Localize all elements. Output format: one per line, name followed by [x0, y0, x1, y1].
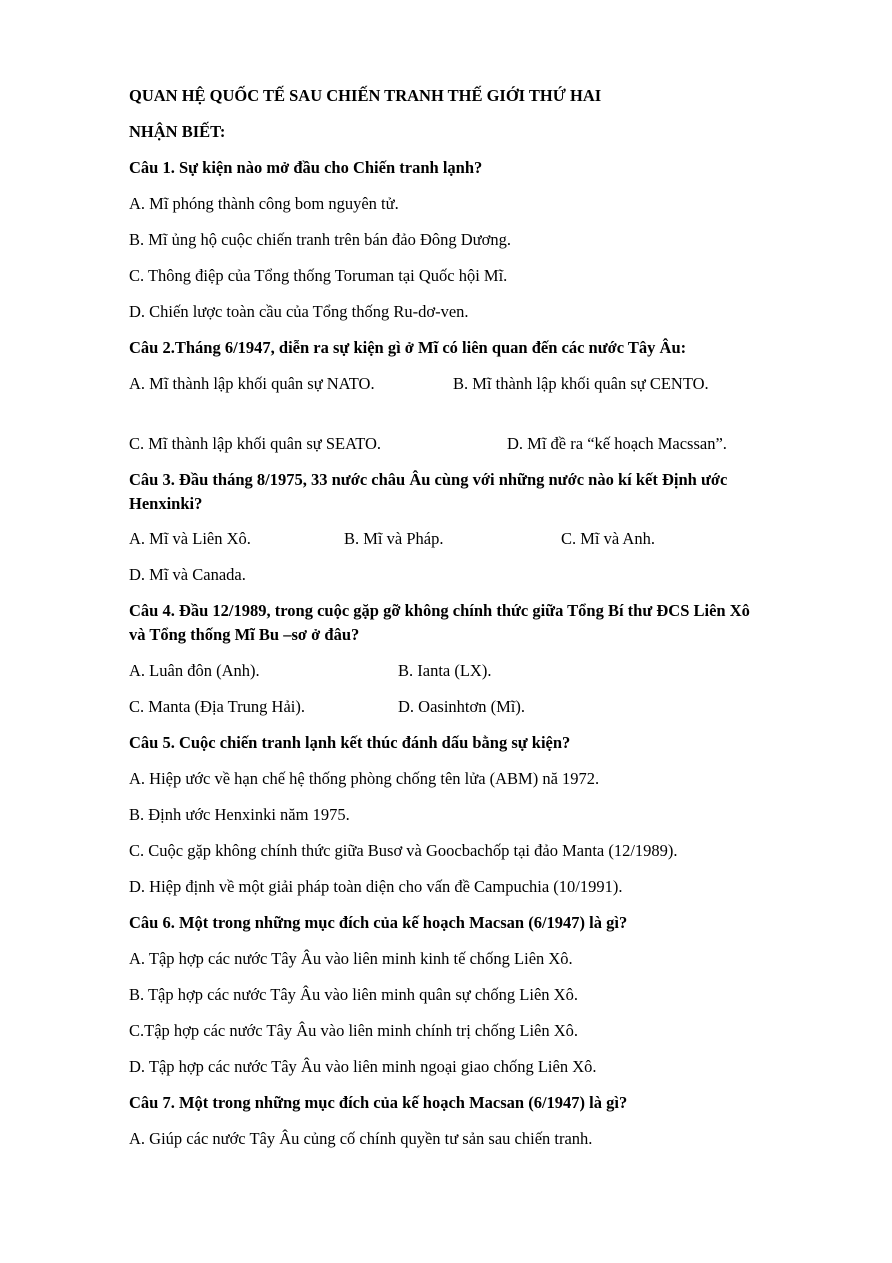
q4-option-a: A. Luân đôn (Anh). — [129, 661, 260, 680]
q5-option-d: D. Hiệp định về một giải pháp toàn diện cho vấn đề Campuchia (10/1991). — [129, 877, 623, 896]
document-title: QUAN HỆ QUỐC TẾ SAU CHIẾN TRANH THẾ GIỚI THỨ HAI — [129, 86, 602, 105]
q2-option-b: B. Mĩ thành lập khối quân sự CENTO. — [453, 374, 709, 393]
q2-option-d: D. Mĩ đề ra “kế hoạch Macssan”. — [507, 434, 727, 453]
q6-option-c: C.Tập hợp các nước Tây Âu vào liên minh chính trị chống Liên Xô. — [129, 1021, 579, 1040]
q5-option-b: B. Định ước Henxinki năm 1975. — [129, 805, 350, 824]
q4-option-c: C. Manta (Địa Trung Hải). — [129, 697, 305, 716]
q1-option-b: B. Mĩ ủng hộ cuộc chiến tranh trên bán đảo Đông Dương. — [129, 230, 511, 249]
q1-option-a: A. Mĩ phóng thành công bom nguyên tử. — [129, 194, 399, 213]
q4-option-d: D. Oasinhtơn (Mĩ). — [398, 697, 525, 716]
q6-option-b: B. Tập hợp các nước Tây Âu vào liên minh quân sự chống Liên Xô. — [129, 985, 578, 1004]
q1-option-d: D. Chiến lược toàn cầu của Tổng thống Ru-dơ-ven. — [129, 302, 469, 321]
q5-option-a: A. Hiệp ước về hạn chế hệ thống phòng chống tên lửa (ABM) nă 1972. — [129, 769, 600, 788]
q1-option-c: C. Thông điệp của Tổng thống Toruman tại Quốc hội Mĩ. — [129, 266, 508, 285]
q2-option-a: A. Mĩ thành lập khối quân sự NATO. — [129, 374, 375, 393]
question-1: Câu 1. Sự kiện nào mở đầu cho Chiến tranh lạnh? — [129, 158, 483, 177]
q3-option-c: C. Mĩ và Anh. — [561, 529, 655, 548]
q6-option-a: A. Tập hợp các nước Tây Âu vào liên minh kinh tế chống Liên Xô. — [129, 949, 573, 968]
question-3-line-1: Câu 3. Đầu tháng 8/1975, 33 nước châu Âu cùng với những nước nào kí kết Định ước — [129, 470, 728, 489]
section-heading: NHẬN BIẾT: — [129, 122, 226, 141]
q3-option-b: B. Mĩ và Pháp. — [344, 529, 444, 548]
question-4-line-2: và Tổng thống Mĩ Bu –sơ ở đâu? — [129, 625, 360, 644]
q7-option-a: A. Giúp các nước Tây Âu củng cố chính quyền tư sản sau chiến tranh. — [129, 1129, 593, 1148]
question-4-line-1: Câu 4. Đầu 12/1989, trong cuộc gặp gỡ không chính thức giữa Tổng Bí thư ĐCS Liên Xô — [129, 601, 750, 620]
question-7: Câu 7. Một trong những mục đích của kế hoạch Macsan (6/1947) là gì? — [129, 1093, 628, 1112]
question-5: Câu 5. Cuộc chiến tranh lạnh kết thúc đánh dấu bằng sự kiện? — [129, 733, 571, 752]
q3-option-a: A. Mĩ và Liên Xô. — [129, 529, 251, 548]
q4-option-b: B. Ianta (LX). — [398, 661, 492, 680]
q5-option-c: C. Cuộc gặp không chính thức giữa Busơ và Goocbachốp tại đảo Manta (12/1989). — [129, 841, 678, 860]
q2-option-c: C. Mĩ thành lập khối quân sự SEATO. — [129, 434, 382, 453]
question-3-line-2: Henxinki? — [129, 494, 203, 513]
question-2: Câu 2.Tháng 6/1947, diễn ra sự kiện gì ở Mĩ có liên quan đến các nước Tây Âu: — [129, 338, 687, 357]
q3-option-d: D. Mĩ và Canada. — [129, 565, 246, 584]
question-6: Câu 6. Một trong những mục đích của kế hoạch Macsan (6/1947) là gì? — [129, 913, 628, 932]
q6-option-d: D. Tập hợp các nước Tây Âu vào liên minh ngoại giao chống Liên Xô. — [129, 1057, 597, 1076]
